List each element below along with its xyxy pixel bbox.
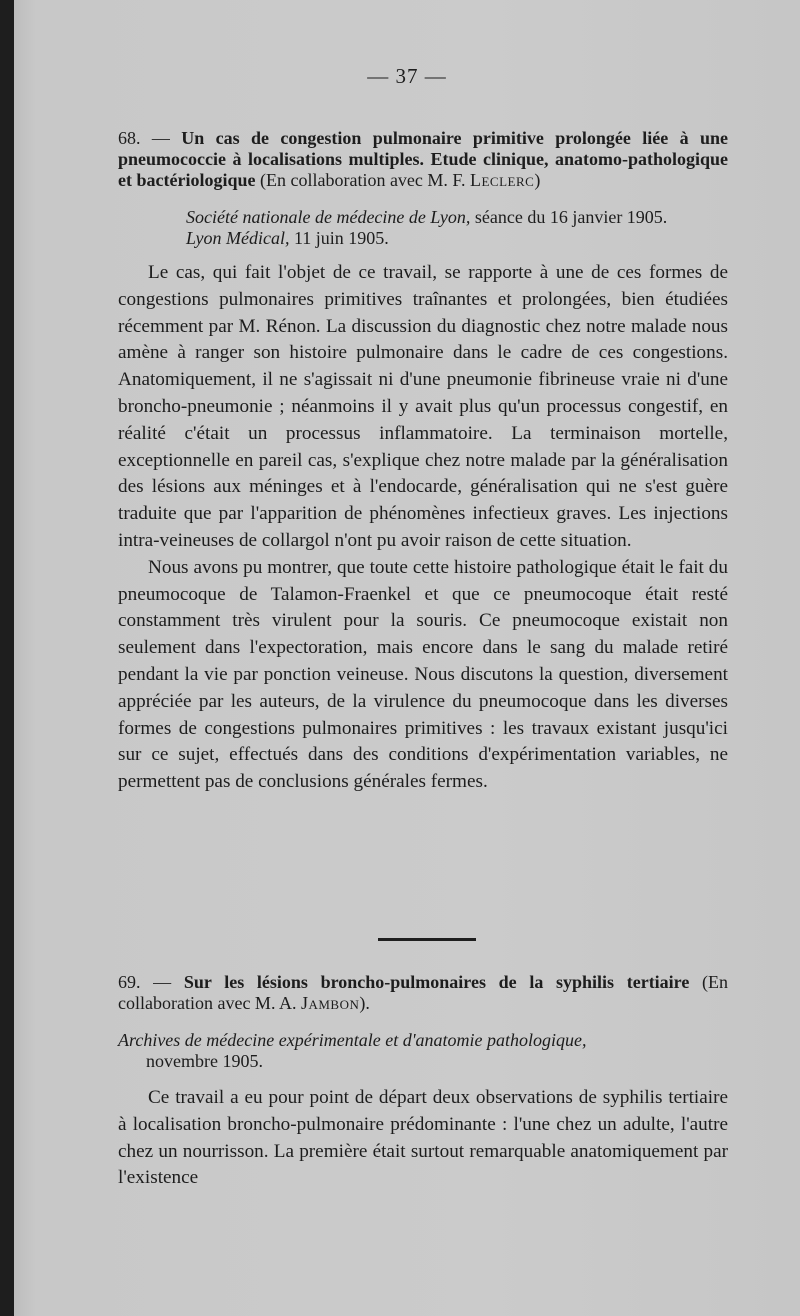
entry-68-session: séance du 16 janvier 1905. — [470, 207, 668, 227]
entry-69 — [118, 972, 728, 1014]
section-divider — [378, 938, 476, 941]
entry-68-date: 11 juin 1905. — [289, 228, 389, 248]
entry-69-paragraph-1: Ce travail a eu pour point de départ deux observations de syphilis tertiaire à localisation broncho-pulmonaire prédominante : l'une chez un adulte, l'autre chez un nourrisson. La première était surtout remarquable anatomiquement par l'existence — [118, 1087, 728, 1189]
entry-69-heading: 69. — Sur les lésions broncho-pulmonaires de la syphilis tertiaire (En collaboration avec M. A. Jambon). — [118, 972, 729, 1013]
entry-69-collab-name: Jambon — [300, 993, 360, 1013]
entry-68-collab-name: Leclerc — [469, 170, 535, 190]
scanned-page — [14, 0, 800, 1316]
entry-69-title: Sur les lésions broncho-pulmonaires de la syphilis tertiaire — [183, 972, 690, 992]
entry-68-paragraph-2: Nous avons pu montrer, que toute cette histoire pathologique était le fait du pneumocoque de Talamon-Fraenkel et que ce pneumocoque était resté constamment très virulent pour la souris. Ce pneumocoque existait non seulement dans l'expectoration, mais encore dans le sang du malade retiré pendant la vie par ponction veineuse. Nous discutons la question, diversement appréciée par les auteurs, de la virulence du pneumocoque dans les diverses formes de congestions pulmonaires primitives : les travaux existant jusqu'ici sur ce sujet, effectués dans des conditions d'expérimentation variables, ne permettent pas de conclusions générales fermes. — [118, 556, 728, 793]
entry-68-number: 68. — — [118, 128, 170, 148]
entry-68-collab: (En collaboration avec M. F. — [259, 170, 470, 190]
entry-69-journal: Archives de médecine expérimentale et d'anatomie pathologique, — [118, 1030, 587, 1050]
entry-68-journal-1: Société nationale de médecine de Lyon, — [186, 207, 471, 227]
page-number: — 37 — — [367, 64, 447, 88]
entry-68-heading: 68. — Un cas de congestion pulmonaire primitive prolongée liée à une pneumococcie à localisations multiples. Etude clinique, anatomo-pathologique et bactériologique (En collaboration avec M. F. Leclerc) — [118, 128, 729, 190]
entry-68 — [118, 128, 728, 191]
entry-69-date: novembre 1905. — [146, 1051, 263, 1071]
entry-68-paragraph-1: Le cas, qui fait l'objet de ce travail, se rapporte à une de ces formes de congestions pulmonaires primitives traînantes et prolongées, bien étudiées récemment par M. Rénon. La discussion du diagnostic chez notre malade nous amène à ranger son histoire pulmonaire dans le cadre de ces congestions. Anatomiquement, il ne s'agissait ni d'une pneumonie fibrineuse vraie ni d'une broncho-pneumonie ; néanmoins il y avait plus qu'un processus congestif, en réalité c'était un processus inflammatoire. La terminaison mortelle, exceptionnelle en pareil cas, s'explique chez notre malade par la généralisation des lésions aux méninges et à l'endocarde, généralisation qui ne s'est guère traduite que par l'apparition de phénomènes infectieux graves. Les injections intra-veineuses de collargol n'ont pu avoir raison de cette situation. — [118, 262, 728, 551]
entry-68-body — [118, 260, 728, 796]
entry-69-collab: (En collaboration avec M. A. — [118, 972, 729, 1013]
entry-68-reference — [186, 207, 728, 249]
entry-68-title: Un cas de congestion pulmonaire primitive prolongée liée à une pneumococcie à localisations multiples. Etude clinique, anatomo-pathologique et bactériologique — [118, 128, 729, 190]
entry-69-reference — [118, 1030, 728, 1072]
entry-69-body — [118, 1085, 728, 1192]
entry-69-number: 69. — — [118, 972, 172, 992]
entry-68-journal-2: Lyon Médical, — [186, 228, 290, 248]
